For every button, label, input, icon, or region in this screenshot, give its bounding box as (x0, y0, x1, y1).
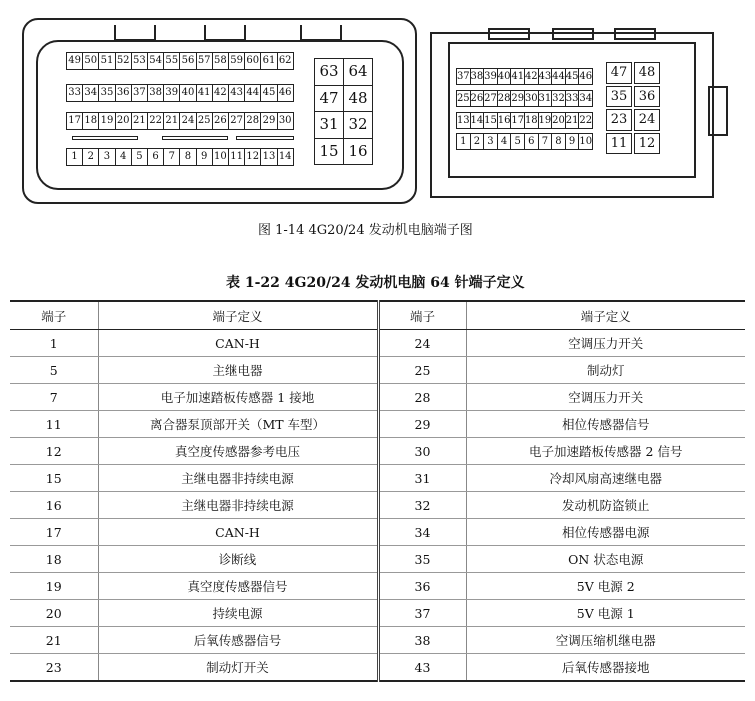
pin-definition: 相位传感器信号 (466, 411, 745, 438)
pin-cell-large: 23 (606, 109, 632, 131)
pin-cell: 1 (456, 133, 471, 150)
pin-cell: 3 (483, 133, 498, 150)
pin-number: 24 (378, 330, 466, 357)
pin-cell-large: 36 (634, 86, 660, 108)
table-row (10, 384, 745, 411)
pin-number: 30 (378, 438, 466, 465)
pin-cell: 43 (538, 68, 553, 85)
pin-definition: CAN-H (98, 519, 378, 546)
pin-cell: 46 (277, 84, 294, 102)
pin-cell: 6 (524, 133, 539, 150)
pin-cell: 36 (115, 84, 132, 102)
pin-cell: 7 (538, 133, 553, 150)
pin-cell: 37 (131, 84, 148, 102)
pin-cell: 45 (565, 68, 580, 85)
pin-number: 29 (378, 411, 466, 438)
pin-definition: 冷却风扇高速继电器 (466, 465, 745, 492)
pin-cell: 31 (538, 90, 553, 107)
pin-cell-large: 35 (606, 86, 632, 108)
pin-cell-large: 31 (314, 111, 344, 139)
pin-cell: 8 (179, 148, 196, 166)
pin-cell-large: 47 (314, 85, 344, 113)
pin-number: 25 (378, 357, 466, 384)
pin-cell: 16 (497, 112, 512, 129)
pin-cell: 22 (147, 112, 164, 130)
pin-cell: 4 (115, 148, 132, 166)
right-connector (430, 28, 730, 202)
pin-cell: 55 (163, 52, 180, 70)
pin-cell: 21 (565, 112, 580, 129)
header-definition: 端子定义 (98, 301, 378, 330)
pin-cell-large: 64 (343, 58, 373, 86)
pin-definition: 后氧传感器信号 (98, 627, 378, 654)
pin-number: 19 (10, 573, 98, 600)
pin-cell: 30 (524, 90, 539, 107)
pin-cell: 17 (510, 112, 525, 129)
pin-cell: 17 (66, 112, 83, 130)
pin-cell: 26 (212, 112, 229, 130)
pin-number: 11 (10, 411, 98, 438)
pin-cell: 57 (196, 52, 213, 70)
pin-cell: 5 (510, 133, 525, 150)
pin-cell: 10 (578, 133, 593, 150)
pin-cell: 18 (524, 112, 539, 129)
pin-definition: 空调压缩机继电器 (466, 627, 745, 654)
pin-definition: CAN-H (98, 330, 378, 357)
pin-cell: 25 (456, 90, 471, 107)
pin-cell: 43 (228, 84, 245, 102)
pin-cell-large: 48 (343, 85, 373, 113)
pin-number: 15 (10, 465, 98, 492)
pin-cell: 51 (98, 52, 115, 70)
pin-number: 20 (10, 600, 98, 627)
pin-cell: 39 (163, 84, 180, 102)
pin-cell: 15 (483, 112, 498, 129)
pin-cell: 21 (131, 112, 148, 130)
pin-cell: 35 (98, 84, 115, 102)
pin-number: 35 (378, 546, 466, 573)
pin-cell: 29 (510, 90, 525, 107)
pin-cell: 40 (179, 84, 196, 102)
pin-definition: 真空度传感器信号 (98, 573, 378, 600)
pin-cell: 12 (244, 148, 261, 166)
pin-cell: 18 (82, 112, 99, 130)
pin-number: 38 (378, 627, 466, 654)
pin-cell: 2 (82, 148, 99, 166)
table-row (10, 465, 745, 492)
connector-divider-bar (236, 136, 294, 140)
pin-number: 34 (378, 519, 466, 546)
pin-cell: 10 (212, 148, 229, 166)
pin-number: 5 (10, 357, 98, 384)
left-connector (22, 18, 417, 204)
pin-cell: 20 (115, 112, 132, 130)
pin-cell: 21 (163, 112, 180, 130)
pin-definition: 主继电器非持续电源 (98, 492, 378, 519)
table-row (10, 330, 745, 357)
pin-cell: 27 (483, 90, 498, 107)
pin-cell: 56 (179, 52, 196, 70)
right-connector-pins (430, 28, 730, 202)
pin-cell: 25 (196, 112, 213, 130)
table-row (10, 600, 745, 627)
pin-cell: 49 (66, 52, 83, 70)
pin-cell: 38 (147, 84, 164, 102)
pin-cell: 34 (82, 84, 99, 102)
pin-cell: 2 (470, 133, 485, 150)
table-row (10, 357, 745, 384)
pin-cell-large: 12 (634, 133, 660, 155)
pin-cell: 61 (260, 52, 277, 70)
header-definition: 端子定义 (466, 301, 745, 330)
pin-cell: 24 (179, 112, 196, 130)
pin-cell: 13 (456, 112, 471, 129)
table-title: 表 1-22 4G20/24 发动机电脑 64 针端子定义 (226, 275, 525, 291)
pin-cell: 52 (115, 52, 132, 70)
pin-number: 31 (378, 465, 466, 492)
pin-definition: 5V 电源 1 (466, 600, 745, 627)
pin-number: 23 (10, 654, 98, 682)
pin-definition: 真空度传感器参考电压 (98, 438, 378, 465)
pin-cell-large: 48 (634, 62, 660, 84)
pin-cell: 1 (66, 148, 83, 166)
pin-cell: 46 (578, 68, 593, 85)
pin-number: 21 (10, 627, 98, 654)
table-row (10, 654, 745, 682)
pin-cell: 58 (212, 52, 229, 70)
pin-cell: 42 (524, 68, 539, 85)
pin-definition: 主继电器 (98, 357, 378, 384)
header-pin: 端子 (10, 301, 98, 330)
pin-number: 18 (10, 546, 98, 573)
pin-cell-large: 32 (343, 111, 373, 139)
pin-cell: 8 (551, 133, 566, 150)
pin-cell: 19 (98, 112, 115, 130)
pin-cell-large: 11 (606, 133, 632, 155)
pin-cell: 20 (551, 112, 566, 129)
pin-definition: 相位传感器电源 (466, 519, 745, 546)
pin-cell: 53 (131, 52, 148, 70)
table-row (10, 573, 745, 600)
pin-number: 36 (378, 573, 466, 600)
pin-cell: 9 (565, 133, 580, 150)
table-row (10, 546, 745, 573)
pin-number: 1 (10, 330, 98, 357)
table-row (10, 627, 745, 654)
pin-cell: 38 (470, 68, 485, 85)
connector-divider-bar (72, 136, 138, 140)
pin-definition: 空调压力开关 (466, 330, 745, 357)
pin-definition: 制动灯 (466, 357, 745, 384)
pin-definition: 发动机防盗锁止 (466, 492, 745, 519)
pin-definition: 主继电器非持续电源 (98, 465, 378, 492)
pin-number: 16 (10, 492, 98, 519)
table-row (10, 411, 745, 438)
pin-cell: 44 (244, 84, 261, 102)
pin-cell: 5 (131, 148, 148, 166)
left-connector-pins (22, 18, 417, 204)
pin-cell: 22 (578, 112, 593, 129)
pin-definition: 电子加速踏板传感器 1 接地 (98, 384, 378, 411)
pin-cell: 11 (228, 148, 245, 166)
pin-number: 12 (10, 438, 98, 465)
pin-cell: 54 (147, 52, 164, 70)
pin-cell: 30 (277, 112, 294, 130)
pin-cell: 44 (551, 68, 566, 85)
pin-cell-large: 15 (314, 138, 344, 166)
pin-cell: 29 (260, 112, 277, 130)
pin-definition: 后氧传感器接地 (466, 654, 745, 682)
pin-cell-large: 47 (606, 62, 632, 84)
pin-cell: 34 (578, 90, 593, 107)
pin-number: 17 (10, 519, 98, 546)
pin-number: 7 (10, 384, 98, 411)
pin-definition: 制动灯开关 (98, 654, 378, 682)
table-header-row (10, 301, 745, 330)
pin-cell: 27 (228, 112, 245, 130)
pin-cell: 59 (228, 52, 245, 70)
pin-definition: 电子加速踏板传感器 2 信号 (466, 438, 745, 465)
pin-cell: 60 (244, 52, 261, 70)
table-row (10, 492, 745, 519)
pin-cell: 45 (260, 84, 277, 102)
pin-cell: 19 (538, 112, 553, 129)
table-row (10, 519, 745, 546)
pin-cell: 13 (260, 148, 277, 166)
connector-divider-bar (162, 136, 228, 140)
pin-cell: 26 (470, 90, 485, 107)
pin-cell: 62 (277, 52, 294, 70)
pin-cell: 39 (483, 68, 498, 85)
pin-definition: 持续电源 (98, 600, 378, 627)
pin-cell: 14 (277, 148, 294, 166)
pin-cell: 14 (470, 112, 485, 129)
pin-cell: 4 (497, 133, 512, 150)
pin-cell: 33 (66, 84, 83, 102)
pin-cell: 7 (163, 148, 180, 166)
pin-definition: 离合器泵顶部开关（MT 车型） (98, 411, 378, 438)
pin-cell: 28 (244, 112, 261, 130)
table-row (10, 438, 745, 465)
pin-number: 43 (378, 654, 466, 682)
pin-cell: 3 (98, 148, 115, 166)
pin-definition: 空调压力开关 (466, 384, 745, 411)
pin-cell: 40 (497, 68, 512, 85)
figure-caption: 图 1-14 4G20/24 发动机电脑端子图 (258, 223, 473, 238)
pin-cell: 42 (212, 84, 229, 102)
pin-definition: ON 状态电源 (466, 546, 745, 573)
pin-cell: 50 (82, 52, 99, 70)
header-pin: 端子 (378, 301, 466, 330)
pin-definition-table (10, 300, 745, 682)
pin-cell: 28 (497, 90, 512, 107)
pin-cell-large: 24 (634, 109, 660, 131)
pin-cell-large: 63 (314, 58, 344, 86)
pin-cell: 41 (196, 84, 213, 102)
pin-definition: 诊断线 (98, 546, 378, 573)
pin-definition: 5V 电源 2 (466, 573, 745, 600)
pin-cell: 33 (565, 90, 580, 107)
pin-cell: 32 (551, 90, 566, 107)
pin-number: 37 (378, 600, 466, 627)
pin-cell: 37 (456, 68, 471, 85)
pin-number: 32 (378, 492, 466, 519)
pin-cell-large: 16 (343, 138, 373, 166)
pin-cell: 6 (147, 148, 164, 166)
pin-cell: 41 (510, 68, 525, 85)
pin-cell: 9 (196, 148, 213, 166)
pin-number: 28 (378, 384, 466, 411)
